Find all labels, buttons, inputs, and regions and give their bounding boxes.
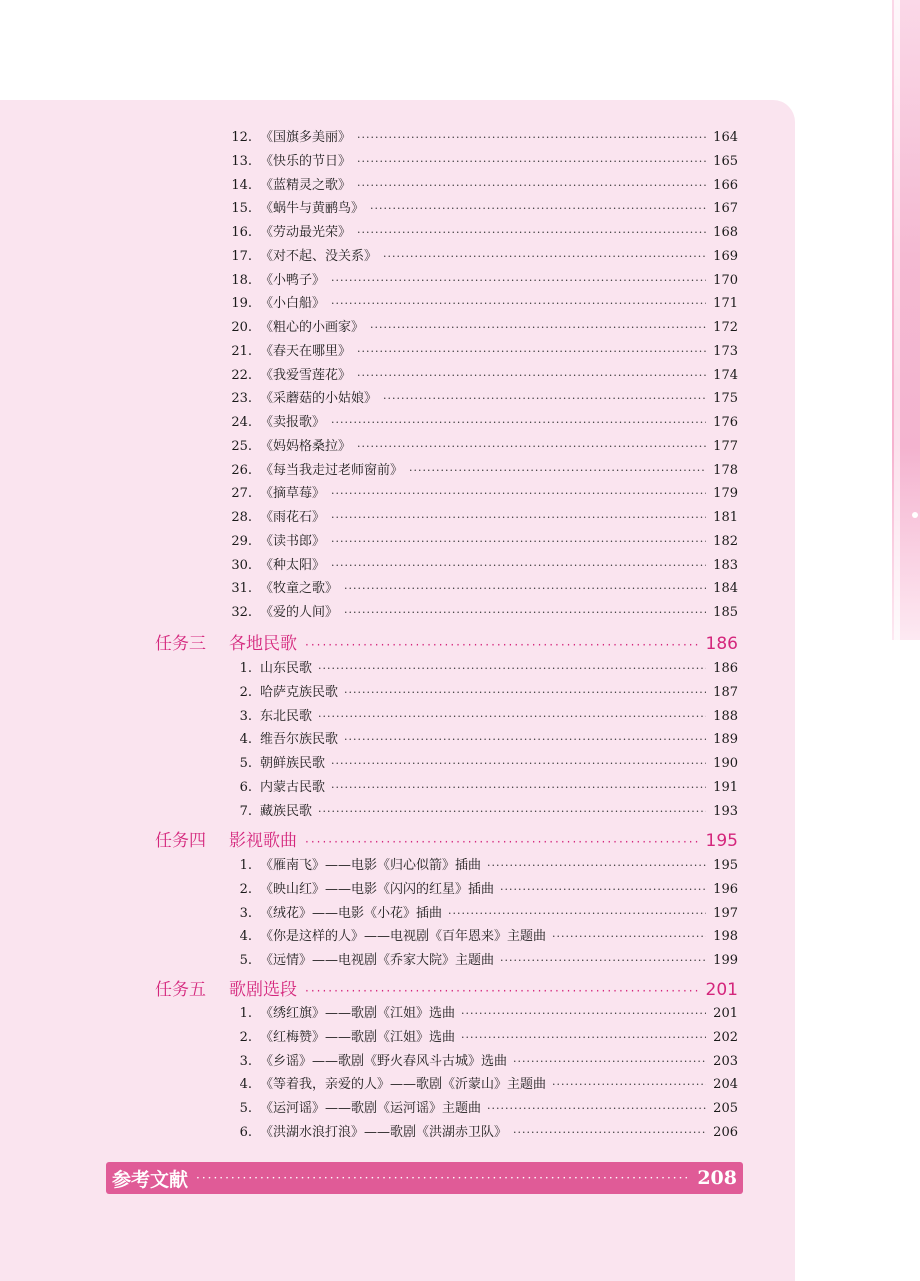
- section-task-label: 任务五: [155, 980, 206, 1000]
- toc-item[interactable]: [226, 1026, 738, 1045]
- leader-dots: [331, 757, 706, 770]
- item-number: 27.: [231, 486, 252, 501]
- toc-item[interactable]: [226, 292, 738, 311]
- toc-item[interactable]: [226, 1073, 738, 1092]
- toc-item[interactable]: [226, 435, 738, 454]
- item-title: 维吾尔族民歌: [260, 732, 339, 747]
- item-number: 2.: [239, 1030, 252, 1045]
- leader-dots: [357, 179, 706, 192]
- item-page: 177: [713, 439, 738, 454]
- leader-dots: [500, 954, 706, 967]
- section-heading[interactable]: [155, 629, 738, 654]
- section-page: 186: [705, 634, 738, 654]
- item-title: 《等着我，亲爱的人》——歌剧《沂蒙山》主题曲: [260, 1077, 547, 1092]
- item-page: 184: [713, 581, 738, 596]
- item-page: 169: [713, 249, 738, 264]
- toc-item[interactable]: [226, 752, 738, 771]
- item-number: 1.: [239, 1006, 252, 1021]
- leader-dots: [383, 250, 706, 263]
- leader-dots: [487, 859, 706, 872]
- leader-dots: [357, 440, 706, 453]
- item-page: 202: [713, 1030, 738, 1045]
- item-page: 178: [713, 463, 738, 478]
- item-number: 5.: [239, 756, 252, 771]
- toc-item[interactable]: [226, 776, 738, 795]
- item-number: 17.: [231, 249, 252, 264]
- item-number: 3.: [239, 906, 252, 921]
- leader-dots: [331, 559, 706, 572]
- toc-item[interactable]: [226, 221, 738, 240]
- item-page: 165: [713, 154, 738, 169]
- item-title: 哈萨克族民歌: [260, 685, 339, 700]
- item-page: 203: [713, 1054, 738, 1069]
- item-page: 181: [713, 510, 738, 525]
- item-page: 189: [713, 732, 738, 747]
- item-title: 《蓝精灵之歌》: [260, 178, 352, 193]
- item-number: 30.: [231, 558, 252, 573]
- item-title: 《摘草莓》: [260, 486, 326, 501]
- leader-dots: [370, 202, 706, 215]
- item-number: 12.: [231, 130, 252, 145]
- item-number: 19.: [231, 296, 252, 311]
- item-page: 193: [713, 804, 738, 819]
- item-title: 《映山红》——电影《闪闪的红星》插曲: [260, 882, 495, 897]
- leader-dots: [344, 582, 706, 595]
- item-page: 182: [713, 534, 738, 549]
- leader-dots: [383, 392, 706, 405]
- leader-dots: [409, 464, 706, 477]
- item-title: 《远情》——电视剧《乔家大院》主题曲: [260, 953, 495, 968]
- toc-item[interactable]: [226, 728, 738, 747]
- toc-item[interactable]: [226, 902, 738, 921]
- item-number: 26.: [231, 463, 252, 478]
- section-title: 歌剧选段: [229, 980, 297, 1000]
- item-number: 22.: [231, 368, 252, 383]
- section-page: 195: [705, 831, 738, 851]
- leader-dots: [513, 1055, 706, 1068]
- toc-item[interactable]: [226, 577, 738, 596]
- leader-dots: [357, 369, 706, 382]
- item-page: 171: [713, 296, 738, 311]
- leader-dots: [344, 606, 706, 619]
- section-title: 各地民歌: [229, 634, 297, 654]
- item-page: 179: [713, 486, 738, 501]
- item-title: 《国旗多美丽》: [260, 130, 352, 145]
- leader-dots: [448, 907, 706, 920]
- toc-item[interactable]: [226, 411, 738, 430]
- item-page: 205: [713, 1101, 738, 1116]
- item-number: 1.: [239, 858, 252, 873]
- item-page: 190: [713, 756, 738, 771]
- item-title: 藏族民歌: [260, 804, 313, 819]
- section-task-label: 任务四: [155, 831, 206, 851]
- item-number: 29.: [231, 534, 252, 549]
- item-title: 内蒙古民歌: [260, 780, 326, 795]
- item-page: 173: [713, 344, 738, 359]
- references-page: 208: [697, 1167, 737, 1189]
- item-page: 198: [713, 929, 738, 944]
- item-title: 《绒花》——电影《小花》插曲: [260, 906, 443, 921]
- item-title: 《每当我走过老师窗前》: [260, 463, 404, 478]
- toc-item[interactable]: [226, 949, 738, 968]
- toc-item[interactable]: [226, 878, 738, 897]
- item-number: 23.: [231, 391, 252, 406]
- item-title: 《种太阳》: [260, 558, 326, 573]
- item-page: 167: [713, 201, 738, 216]
- toc-item[interactable]: [226, 657, 738, 676]
- item-page: 186: [713, 661, 738, 676]
- item-number: 20.: [231, 320, 252, 335]
- item-page: 175: [713, 391, 738, 406]
- toc-item[interactable]: [226, 269, 738, 288]
- item-title: 《牧童之歌》: [260, 581, 339, 596]
- leader-dots: [461, 1007, 706, 1020]
- toc-item[interactable]: [226, 459, 738, 478]
- toc-item[interactable]: [226, 925, 738, 944]
- leader-dots: [331, 297, 706, 310]
- item-page: 174: [713, 368, 738, 383]
- item-title: 《劳动最光荣》: [260, 225, 352, 240]
- item-number: 3.: [239, 1054, 252, 1069]
- leader-dots: [318, 710, 706, 723]
- item-page: 191: [713, 780, 738, 795]
- item-page: 176: [713, 415, 738, 430]
- item-title: 《粗心的小画家》: [260, 320, 365, 335]
- item-number: 3.: [239, 709, 252, 724]
- leader-dots: [331, 535, 706, 548]
- item-number: 28.: [231, 510, 252, 525]
- item-page: 197: [713, 906, 738, 921]
- item-title: 山东民歌: [260, 661, 313, 676]
- leader-dots: [500, 883, 706, 896]
- item-page: 183: [713, 558, 738, 573]
- item-page: 170: [713, 273, 738, 288]
- leader-dots: [552, 1078, 706, 1091]
- item-number: 16.: [231, 225, 252, 240]
- item-title: 《妈妈格桑拉》: [260, 439, 352, 454]
- leader-dots: [487, 1102, 706, 1115]
- references-title: 参考文献: [112, 1168, 189, 1191]
- item-page: 172: [713, 320, 738, 335]
- references-entry[interactable]: [106, 1162, 743, 1194]
- toc-item[interactable]: [226, 506, 738, 525]
- item-number: 14.: [231, 178, 252, 193]
- leader-dots: [344, 686, 706, 699]
- toc-item[interactable]: [226, 482, 738, 501]
- toc-item[interactable]: [226, 1050, 738, 1069]
- item-title: 《小白船》: [260, 296, 326, 311]
- item-title: 《雁南飞》——电影《归心似箭》插曲: [260, 858, 482, 873]
- item-number: 18.: [231, 273, 252, 288]
- item-title: 《卖报歌》: [260, 415, 326, 430]
- item-number: 2.: [239, 685, 252, 700]
- toc-item[interactable]: [226, 1002, 738, 1021]
- item-number: 4.: [239, 929, 252, 944]
- leader-dots: [305, 984, 698, 998]
- toc-item[interactable]: [226, 387, 738, 406]
- item-title: 朝鲜族民歌: [260, 756, 326, 771]
- toc-item[interactable]: [226, 705, 738, 724]
- item-title: 《小鸭子》: [260, 273, 326, 288]
- toc-item[interactable]: [226, 364, 738, 383]
- item-page: 187: [713, 685, 738, 700]
- toc-item[interactable]: [226, 800, 738, 819]
- leader-dots: [331, 781, 706, 794]
- section-heading[interactable]: [155, 975, 738, 1000]
- item-number: 5.: [239, 1101, 252, 1116]
- item-page: 166: [713, 178, 738, 193]
- item-number: 32.: [231, 605, 252, 620]
- item-title: 《爱的人间》: [260, 605, 339, 620]
- item-number: 15.: [231, 201, 252, 216]
- item-page: 195: [713, 858, 738, 873]
- leader-dots: [552, 930, 706, 943]
- leader-dots: [331, 487, 706, 500]
- toc-item[interactable]: [226, 197, 738, 216]
- decorative-side-glow: [894, 0, 900, 640]
- item-page: 201: [713, 1006, 738, 1021]
- leader-dots: [357, 345, 706, 358]
- toc-item[interactable]: [226, 530, 738, 549]
- item-number: 6.: [239, 1125, 252, 1140]
- item-title: 《红梅赞》——歌剧《江姐》选曲: [260, 1030, 456, 1045]
- item-number: 24.: [231, 415, 252, 430]
- item-number: 6.: [239, 780, 252, 795]
- item-page: 168: [713, 225, 738, 240]
- item-title: 《快乐的节日》: [260, 154, 352, 169]
- item-number: 25.: [231, 439, 252, 454]
- item-page: 206: [713, 1125, 738, 1140]
- section-page: 201: [705, 980, 738, 1000]
- section-title: 影视歌曲: [229, 831, 297, 851]
- toc-item[interactable]: [226, 681, 738, 700]
- decorative-dot: [912, 512, 918, 518]
- item-title: 《对不起、没关系》: [260, 249, 378, 264]
- item-title: 《春天在哪里》: [260, 344, 352, 359]
- item-title: 《雨花石》: [260, 510, 326, 525]
- toc-item[interactable]: [226, 854, 738, 873]
- item-title: 《我爱雪莲花》: [260, 368, 352, 383]
- leader-dots: [370, 321, 706, 334]
- toc-item[interactable]: [226, 1121, 738, 1140]
- item-title: 《绣红旗》——歌剧《江姐》选曲: [260, 1006, 456, 1021]
- toc-item[interactable]: [226, 1097, 738, 1116]
- leader-dots: [331, 416, 706, 429]
- leader-dots: [318, 805, 706, 818]
- item-title: 东北民歌: [260, 709, 313, 724]
- toc-item[interactable]: [226, 601, 738, 620]
- item-number: 7.: [239, 804, 252, 819]
- leader-dots: [357, 155, 706, 168]
- item-number: 1.: [239, 661, 252, 676]
- item-number: 4.: [239, 1077, 252, 1092]
- leader-dots: [344, 733, 706, 746]
- leader-dots: [196, 1171, 689, 1185]
- leader-dots: [318, 662, 706, 675]
- item-number: 13.: [231, 154, 252, 169]
- item-number: 5.: [239, 953, 252, 968]
- toc-item[interactable]: [226, 316, 738, 335]
- leader-dots: [513, 1126, 706, 1139]
- item-title: 《乡谣》——歌剧《野火春风斗古城》选曲: [260, 1054, 508, 1069]
- item-number: 2.: [239, 882, 252, 897]
- item-number: 21.: [231, 344, 252, 359]
- item-number: 4.: [239, 732, 252, 747]
- leader-dots: [305, 638, 698, 652]
- toc-item[interactable]: [226, 174, 738, 193]
- leader-dots: [357, 131, 706, 144]
- item-title: 《蜗牛与黄鹂鸟》: [260, 201, 365, 216]
- toc-item[interactable]: [226, 245, 738, 264]
- item-page: 199: [713, 953, 738, 968]
- item-page: 185: [713, 605, 738, 620]
- toc-item[interactable]: [226, 150, 738, 169]
- item-page: 188: [713, 709, 738, 724]
- leader-dots: [461, 1031, 706, 1044]
- item-number: 31.: [231, 581, 252, 596]
- section-task-label: 任务三: [155, 634, 206, 654]
- item-title: 《洪湖水浪打浪》——歌剧《洪湖赤卫队》: [260, 1125, 508, 1140]
- item-page: 204: [713, 1077, 738, 1092]
- item-title: 《运河谣》——歌剧《运河谣》主题曲: [260, 1101, 482, 1116]
- section-heading[interactable]: [155, 826, 738, 851]
- item-title: 《你是这样的人》——电视剧《百年恩来》主题曲: [260, 929, 547, 944]
- item-title: 《读书郎》: [260, 534, 326, 549]
- item-page: 196: [713, 882, 738, 897]
- leader-dots: [305, 835, 698, 849]
- toc-item[interactable]: [226, 340, 738, 359]
- toc-item[interactable]: [226, 554, 738, 573]
- leader-dots: [331, 274, 706, 287]
- leader-dots: [357, 226, 706, 239]
- toc-item[interactable]: [226, 126, 738, 145]
- leader-dots: [331, 511, 706, 524]
- item-title: 《采蘑菇的小姑娘》: [260, 391, 378, 406]
- item-page: 164: [713, 130, 738, 145]
